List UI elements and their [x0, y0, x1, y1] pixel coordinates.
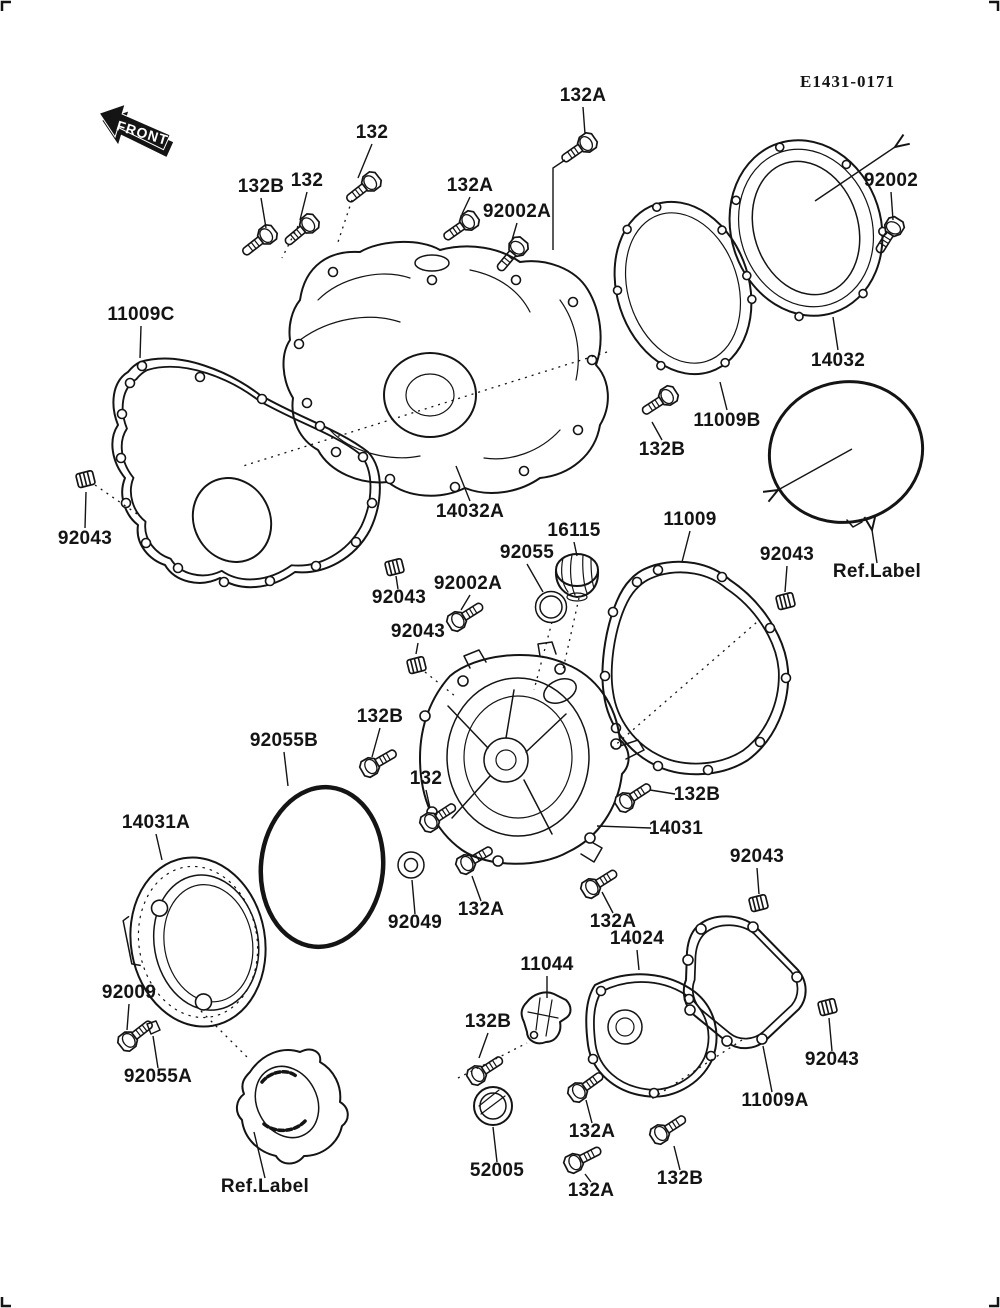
cap-52005-drawing: [474, 1087, 512, 1125]
ref-label-sticker-drawing: [237, 1050, 348, 1164]
part-label-11009b-8: 11009B: [693, 410, 761, 431]
part-label-132a-36: 132A: [568, 1121, 616, 1142]
bolt-132a-right: [579, 865, 621, 901]
bolt-132b-bottomleft: [465, 1051, 507, 1087]
cover-14024-drawing: [586, 974, 716, 1097]
part-label-11009a-40: 11009A: [741, 1090, 809, 1111]
part-label-14024-31: 14024: [609, 928, 665, 949]
gasket-11009a-drawing: [683, 916, 806, 1048]
part-label-11009-15: 11009: [663, 509, 717, 530]
oring-92055b-drawing: [253, 781, 391, 953]
bolt-132-topmid: [342, 169, 383, 207]
part-label-reflabel-17: Ref.Label: [832, 561, 922, 582]
cover-14032a-drawing: [284, 242, 608, 496]
part-label-132b-0: 132B: [237, 176, 285, 197]
part-label-92043-20: 92043: [390, 621, 446, 642]
part-label-92043-16: 92043: [759, 544, 815, 565]
part-label-92002-6: 92002: [863, 170, 919, 191]
part-label-132-23: 132: [409, 768, 443, 789]
part-label-132a-5: 132A: [559, 85, 607, 106]
part-label-14032-7: 14032: [810, 350, 866, 371]
part-label-92043-29: 92043: [729, 846, 785, 867]
part-label-132-1: 132: [290, 170, 324, 191]
seal-92049-drawing: [398, 852, 424, 878]
bolt-92002a-top: [492, 234, 531, 275]
part-label-92055a-33: 92055A: [123, 1066, 193, 1087]
bolt-132a-center: [454, 841, 496, 876]
part-label-92043-19: 92043: [371, 587, 427, 608]
washer-92055a-drawing: [147, 1021, 160, 1034]
cover-14031-drawing: [420, 642, 644, 866]
bolt-132a-top: [440, 208, 482, 245]
bolt-132b-top: [238, 222, 279, 260]
cover-14032-drawing: [707, 120, 906, 336]
part-label-92055b-21: 92055B: [249, 730, 319, 751]
diagram-code: E1431-0171: [800, 72, 895, 91]
bolt-92009: [115, 1016, 156, 1054]
bracket-11044-drawing: [522, 992, 571, 1043]
part-label-132-2: 132: [355, 122, 389, 143]
part-label-132a-3: 132A: [446, 175, 494, 196]
gasket-11009b-drawing: [592, 183, 773, 392]
bolt-132b-cover: [358, 744, 400, 779]
part-label-92043-41: 92043: [804, 1049, 860, 1070]
part-label-92002a-18: 92002A: [433, 573, 503, 594]
part-label-92043-11: 92043: [57, 528, 113, 549]
part-label-14031-28: 14031: [648, 818, 704, 839]
plug-92043-mid-lower: [407, 656, 427, 674]
front-arrow-label: FRONT: [114, 117, 171, 149]
part-label-132a-26: 132A: [457, 899, 505, 920]
plug-92043-mid-upper: [385, 558, 405, 576]
cover-14031a-drawing: [114, 847, 278, 1038]
plug-92043-lowermid: [749, 894, 769, 912]
plug-92043-bottomright: [818, 998, 838, 1016]
part-label-92049-25: 92049: [387, 912, 443, 933]
part-label-92009-32: 92009: [101, 982, 157, 1003]
corner-marks: [2, 2, 998, 1306]
part-label-52005-37: 52005: [469, 1160, 525, 1181]
front-arrow: [92, 98, 179, 159]
part-label-132b-22: 132B: [356, 706, 404, 727]
part-label-132b-27: 132B: [673, 784, 721, 805]
part-label-16115-13: 16115: [547, 520, 601, 541]
gasket-11009c-drawing: [112, 359, 379, 588]
part-label-reflabel-42: Ref.Label: [220, 1176, 310, 1197]
part-label-132b-9: 132B: [638, 439, 686, 460]
oil-cap-16115-drawing: [556, 554, 598, 601]
oring-92055-drawing: [536, 592, 567, 623]
part-label-132b-35: 132B: [464, 1011, 512, 1032]
part-label-14032a-12: 14032A: [435, 501, 505, 522]
bolt-92002-right: [871, 215, 907, 257]
part-label-14031a-24: 14031A: [121, 812, 191, 833]
bolt-132b-right: [613, 778, 655, 814]
part-labels: [58, 85, 921, 1201]
part-label-132a-38: 132A: [567, 1180, 615, 1201]
alignment-dotted-lines: [95, 200, 757, 1100]
bolt-132a-topright: [558, 130, 600, 167]
part-label-132a-30: 132A: [589, 911, 637, 932]
part-label-92002a-4: 92002A: [482, 201, 552, 222]
bolt-132a-bottom1: [565, 1067, 607, 1104]
part-label-132b-39: 132B: [656, 1168, 704, 1189]
part-label-92055-14: 92055: [499, 542, 555, 563]
bolt-132b-mid: [638, 384, 680, 420]
bolt-132b-bottomright: [648, 1110, 690, 1146]
part-label-11044-34: 11044: [520, 954, 574, 975]
plug-92043-right: [776, 592, 796, 610]
part-label-11009c-10: 11009C: [107, 304, 175, 325]
bolt-132a-bottom2: [562, 1142, 604, 1176]
plug-92043-left: [76, 470, 96, 488]
